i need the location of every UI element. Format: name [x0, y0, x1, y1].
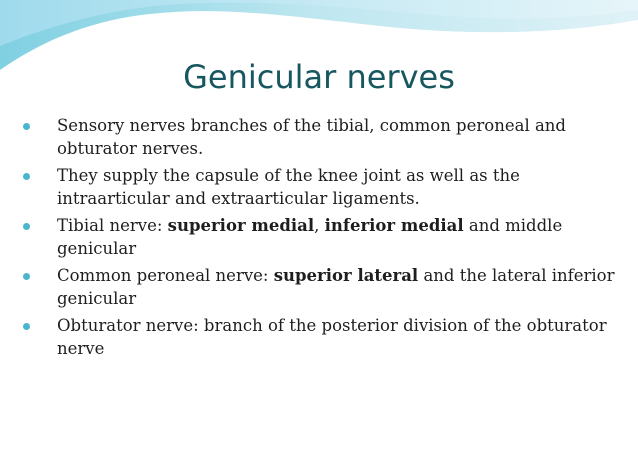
bullet-list [18, 114, 618, 364]
bullet-item [18, 264, 618, 310]
bullet-dot-icon [23, 223, 30, 230]
bullet-text: Sensory nerves branches of the tibial, common peroneal and obturator nerves. [57, 116, 566, 158]
bullet-item [18, 164, 618, 210]
slide-title: Genicular nerves [183, 58, 455, 96]
bullet-bold-text: superior lateral [273, 266, 419, 285]
bullet-bold-text: superior medial [167, 216, 315, 235]
bullet-item [18, 214, 618, 260]
bullet-text: Obturator nerve: branch of the posterior division of the obturator nerve [57, 316, 607, 358]
bullet-text: They supply the capsule of the knee joint as well as the intraarticular and extraarticular ligaments. [57, 166, 520, 208]
bullet-text: and middle genicular [57, 216, 563, 258]
bullet-item [18, 314, 618, 360]
bullet-text: and the lateral inferior genicular [57, 266, 615, 308]
bullet-dot-icon [23, 123, 30, 130]
bullet-dot-icon [23, 273, 30, 280]
bullet-dot-icon [23, 323, 30, 330]
bullet-item [18, 114, 618, 160]
bullet-text: , [314, 216, 325, 235]
bullet-text: Tibial nerve: [57, 216, 168, 235]
bullet-bold-text: inferior medial [324, 216, 464, 235]
bullet-text: Common peroneal nerve: [57, 266, 274, 285]
bullet-dot-icon [23, 173, 30, 180]
